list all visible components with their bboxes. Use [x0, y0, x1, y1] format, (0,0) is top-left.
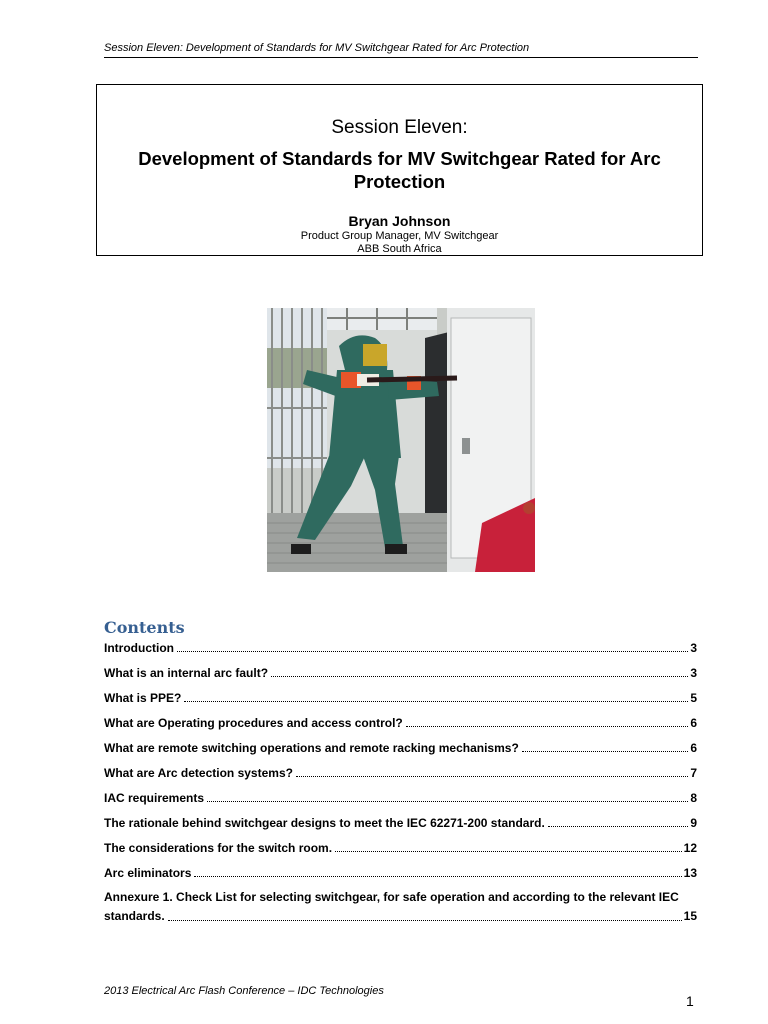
toc-leader: [406, 726, 689, 727]
toc-item[interactable]: [104, 840, 697, 856]
toc-item[interactable]: [104, 865, 697, 881]
toc-item[interactable]: [104, 640, 697, 656]
toc-item-page: 15: [683, 909, 697, 923]
toc-item-title: The rationale behind switchgear designs to meet the IEC 62271-200 standard.: [104, 816, 545, 830]
toc-item-page: 6: [690, 741, 697, 755]
toc-item[interactable]: [104, 815, 697, 831]
toc-item-title: What are remote switching operations and remote racking mechanisms?: [104, 741, 519, 755]
footer-text: 2013 Electrical Arc Flash Conference – IDC Technologies: [104, 985, 384, 997]
toc-item[interactable]: [104, 690, 697, 706]
toc-item[interactable]: [104, 790, 697, 806]
toc-item-title: What is PPE?: [104, 691, 182, 705]
author-name: Bryan Johnson: [348, 213, 451, 229]
session-label: Session Eleven:: [331, 117, 468, 138]
toc-item-page: 7: [690, 766, 697, 780]
toc-leader: [184, 701, 688, 702]
toc-leader: [548, 826, 689, 827]
title-box: [96, 84, 703, 256]
document-title: Development of Standards for MV Switchgear Rated for Arc Protection: [138, 148, 661, 192]
toc-leader: [194, 876, 681, 877]
toc-item-page: 13: [683, 866, 697, 880]
toc-leader: [168, 920, 682, 921]
page-number: 1: [686, 993, 694, 1009]
toc-item[interactable]: [104, 665, 697, 681]
toc-item-title: What is an internal arc fault?: [104, 666, 269, 680]
toc-item-title: Introduction: [104, 641, 174, 655]
toc-leader: [177, 651, 688, 652]
toc-leader: [207, 801, 688, 802]
toc-item-title-line1: Annexure 1. Check List for selecting switchgear, for safe operation and according to the relevant IEC: [104, 890, 679, 904]
toc-item-title: The considerations for the switch room.: [104, 841, 333, 855]
toc-leader: [271, 676, 688, 677]
toc-leader: [296, 776, 688, 777]
toc-item-title: Arc eliminators: [104, 866, 192, 880]
toc-item-page: 3: [690, 641, 697, 655]
toc-leader: [522, 751, 689, 752]
toc-item-page: 9: [690, 816, 697, 830]
toc-item-annexure[interactable]: [104, 888, 697, 926]
toc-item-title: IAC requirements: [104, 791, 205, 805]
toc-item-line2: [104, 907, 697, 926]
contents-heading: Contents: [104, 618, 185, 637]
running-header: Session Eleven: Development of Standards for MV Switchgear Rated for Arc Protection: [104, 41, 698, 58]
author-role: Product Group Manager, MV Switchgear: [300, 230, 499, 242]
toc-item-title-line2: standards.: [104, 909, 165, 923]
toc-item-page: 3: [690, 666, 697, 680]
toc-item[interactable]: [104, 715, 697, 731]
toc-item-title: What are Arc detection systems?: [104, 766, 293, 780]
toc-item[interactable]: [104, 765, 697, 781]
toc-item-page: 12: [683, 841, 697, 855]
arc-flash-suit-photo: [267, 308, 535, 572]
toc-item[interactable]: [104, 740, 697, 756]
toc-item-page: 8: [690, 791, 697, 805]
toc-item-title: What are Operating procedures and access control?: [104, 716, 403, 730]
author-organization: ABB South Africa: [357, 243, 442, 255]
toc-item-page: 6: [690, 716, 697, 730]
toc-leader: [335, 851, 682, 852]
toc-item-page: 5: [690, 691, 697, 705]
